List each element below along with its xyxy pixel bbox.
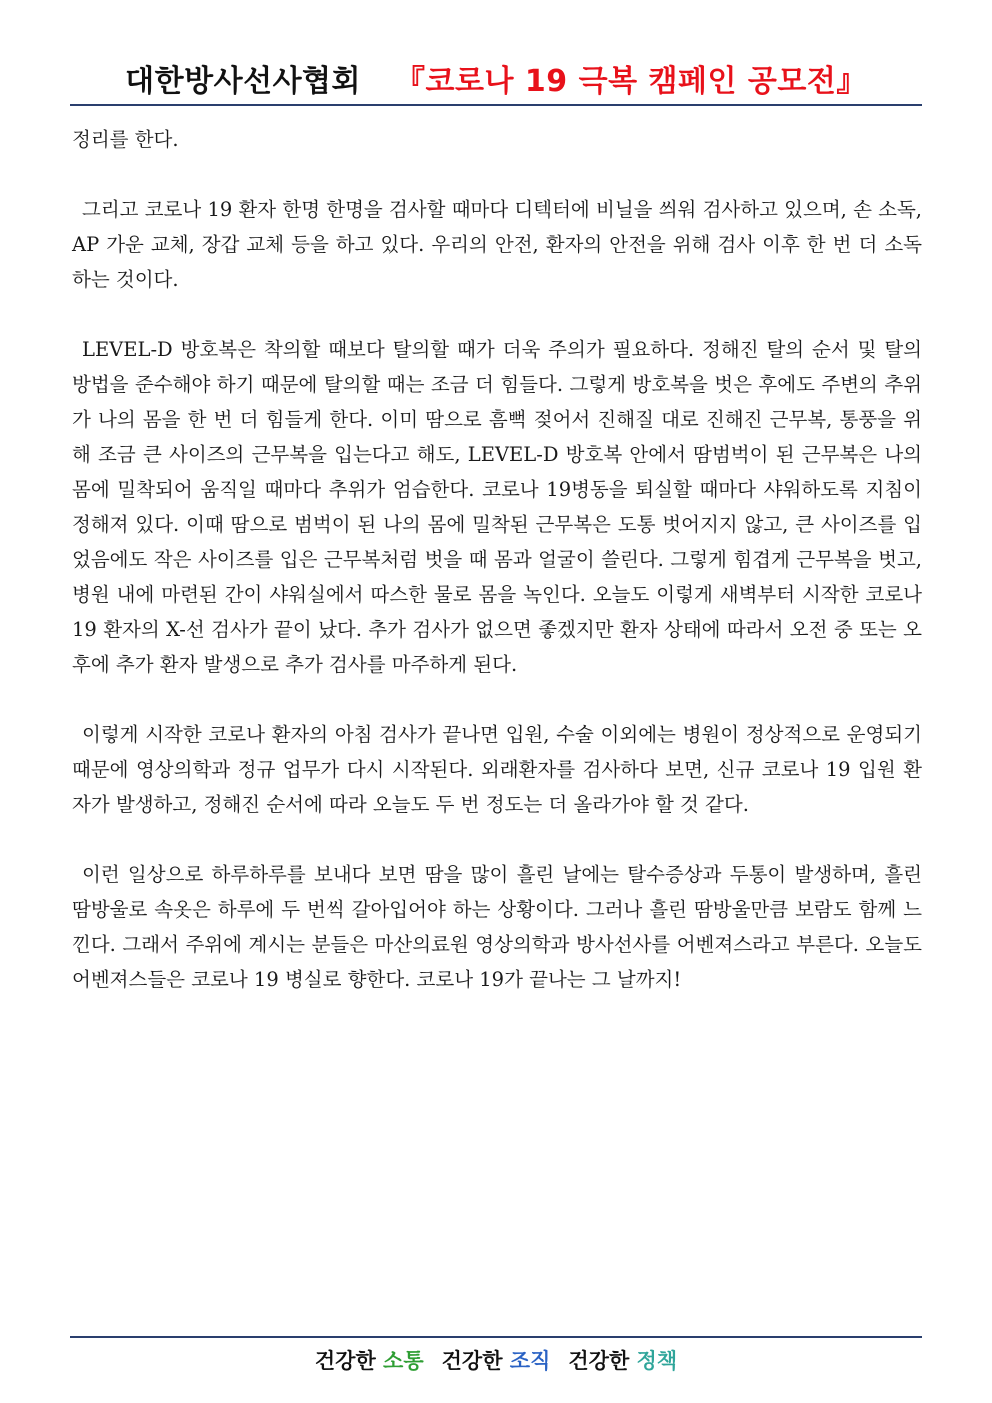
campaign-title: 『코로나 19 극복 캠페인 공모전』 (395, 64, 867, 99)
document-body (72, 122, 922, 997)
page-header (70, 56, 922, 100)
paragraph-1: 정리를 한다. (72, 128, 179, 151)
slogan-word: 조직 (509, 1349, 551, 1373)
paragraph-5: 이런 일상으로 하루하루를 보내다 보면 땀을 많이 흘린 날에는 탈수증상과 두통이 발생하며, 흘린 땀방울로 속옷은 하루에 두 번씩 갈아입어야 하는 상황이다. 그러나 흘린 땀방울만큼 보람도 함께 느낀다. 그래서 주위에 계시는 분들은 마산의료원 영상의학과 방사선사를 어벤져스라고 부른다. 오늘도 어벤져스들은 코로나 19 병실로 향한다. 코로나 19가 끝나는 그 날까지! (72, 863, 922, 991)
paragraph-2: 그리고 코로나 19 환자 한명 한명을 검사할 때마다 디텍터에 비닐을 씌워 검사하고 있으며, 손 소독, AP 가운 교체, 장갑 교체 등을 하고 있다. 우리의 안전, 환자의 안전을 위해 검사 이후 한 번 더 소독하는 것이다. (72, 198, 922, 291)
paragraph-3: LEVEL-D 방호복은 착의할 때보다 탈의할 때가 더욱 주의가 필요하다. 정해진 탈의 순서 및 탈의 방법을 준수해야 하기 때문에 탈의할 때는 조금 더 힘들다. 그렇게 방호복을 벗은 후에도 주변의 추위가 나의 몸을 한 번 더 힘들게 한다. 이미 땀으로 흠뻑 젖어서 진해질 대로 진해진 근무복, 통풍을 위해 조금 큰 사이즈의 근무복을 입는다고 해도, LEVEL-D 방호복 안에서 땀범벅이 된 근무복은 나의 몸에 밀착되어 움직일 때마다 추위가 엄습한다. 코로나 19병동을 퇴실할 때마다 샤워하도록 지침이 정해져 있다. 이때 땀으로 범벅이 된 나의 몸에 밀착된 근무복은 도통 벗어지지 않고, 큰 사이즈를 입었음에도 작은 사이즈를 입은 근무복처럼 벗을 때 몸과 얼굴이 쓸린다. 그렇게 힘겹게 근무복을 벗고, 병원 내에 마련된 간이 샤워실에서 따스한 물로 몸을 녹인다. 오늘도 이렇게 새벽부터 시작한 코로나 19 환자의 X-선 검사가 끝이 났다. 추가 검사가 없으면 좋겠지만 환자 상태에 따라서 오전 중 또는 오후에 추가 환자 발생으로 추가 검사를 마주하게 된다. (72, 338, 922, 676)
slogan-word: 소통 (383, 1349, 424, 1373)
footer-slogan (70, 1343, 922, 1377)
slogan-communication: 건강한 소통 (314, 1349, 424, 1373)
header-divider (70, 104, 922, 106)
paragraph-4: 이렇게 시작한 코로나 환자의 아침 검사가 끝나면 입원, 수술 이외에는 병원이 정상적으로 운영되기 때문에 영상의학과 정규 업무가 다시 시작된다. 외래환자를 검사하다 보면, 신규 코로나 19 입원 환자가 발생하고, 정해진 순서에 따라 오늘도 두 번 정도는 더 올라가야 할 것 같다. (72, 723, 922, 816)
slogan-policy: 건강한 정책 (568, 1349, 678, 1373)
slogan-word: 정책 (636, 1349, 678, 1373)
slogan-organization: 건강한 조직 (441, 1349, 551, 1373)
footer-divider (70, 1336, 922, 1338)
organization-name: 대한방사선사협회 (125, 64, 362, 99)
